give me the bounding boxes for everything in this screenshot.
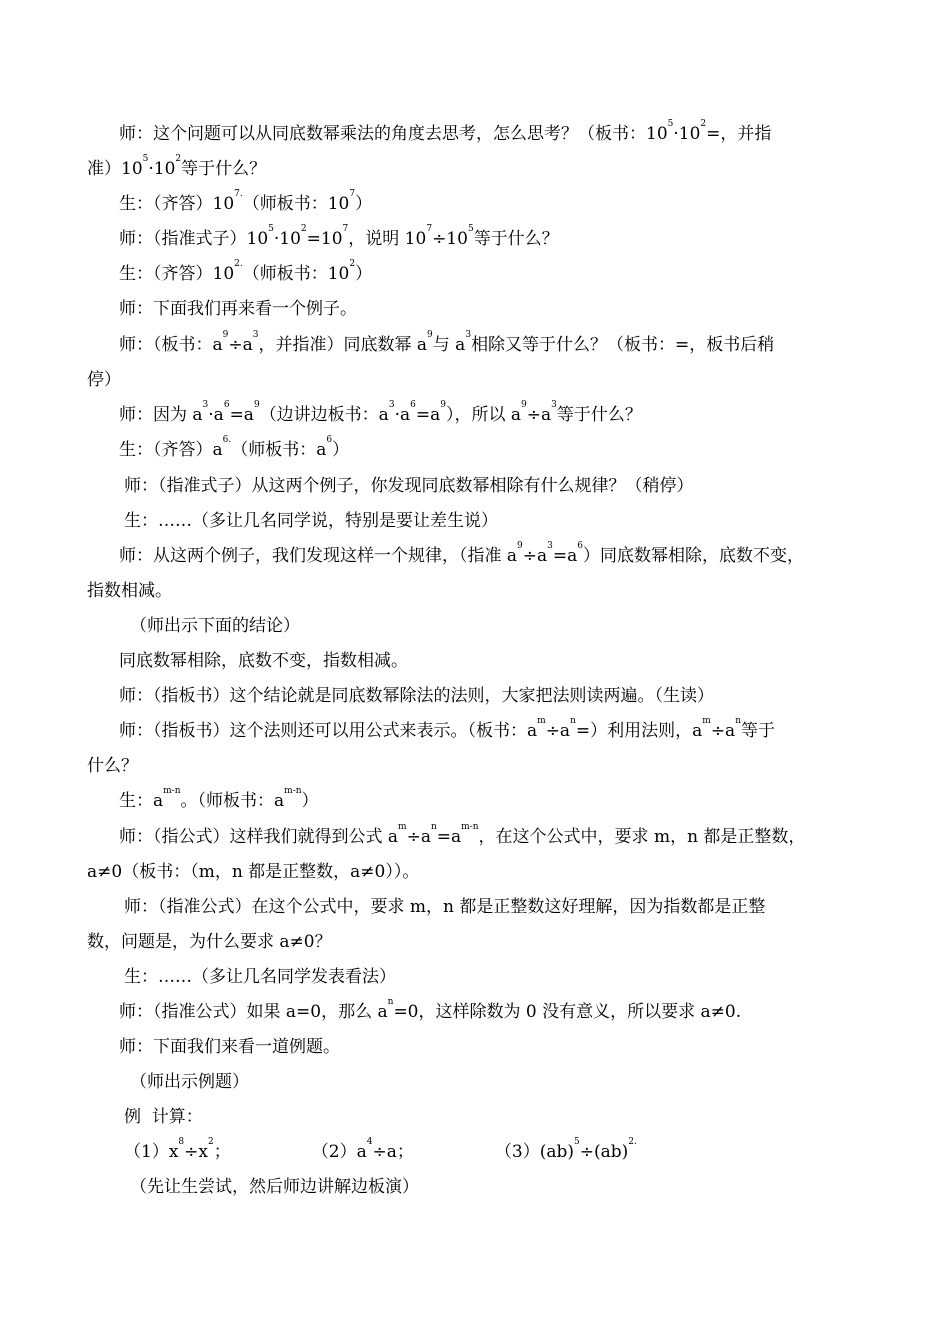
text-run: =a: [436, 827, 462, 847]
superscript: 2: [349, 259, 356, 269]
superscript: 6: [326, 435, 333, 445]
text-run: 师：从这两个例子，我们发现这样一个规律，（指准 a: [119, 546, 518, 566]
text-run: ÷a； （3）(ab): [372, 1142, 575, 1162]
text-run: ）: [355, 194, 373, 214]
text-run: 师：（指准式子）10: [119, 229, 269, 249]
text-run: 准）10: [87, 159, 143, 179]
line-6: [119, 298, 357, 320]
text-run: 相除又等于什么？（板书：=，板书后稍: [471, 335, 775, 355]
text-run: 师：（板书：a: [119, 335, 223, 355]
text-run: 师：（指板书）这个结论就是同底数幂除法的法则，大家把法则读两遍。（生读）: [119, 686, 714, 706]
text-run: 指数相减。: [87, 581, 172, 601]
superscript: n: [387, 997, 394, 1007]
line-17: [119, 685, 714, 707]
text-run: ÷(ab): [579, 1142, 629, 1162]
text-run: a≠0（板书：（m，n 都是正整数，a≠0））。: [87, 862, 420, 882]
text-run: =0，这样除数为 0 没有意义，所以要求 a≠0.: [393, 1002, 742, 1022]
text-run: 师：（指准公式）在这个公式中，要求 m，n 都是正整数这好理解，因为指数都是正整: [124, 897, 766, 917]
line-23: [124, 896, 765, 918]
line-28: [130, 1071, 249, 1093]
text-run: =，并指: [706, 124, 772, 144]
text-run: ÷x: [184, 1142, 208, 1162]
text-run: ·a: [208, 405, 224, 425]
superscript: m-n: [461, 822, 479, 832]
text-run: （1）x: [124, 1142, 179, 1162]
superscript: 5: [574, 1137, 580, 1147]
text-run: 什么？: [87, 756, 138, 776]
superscript: 3: [202, 400, 209, 410]
text-run: （师板书：10: [242, 264, 350, 284]
text-run: 师：下面我们来看一道例题。: [119, 1037, 340, 1057]
text-run: ÷a: [406, 827, 431, 847]
superscript: 9: [440, 400, 446, 410]
superscript: 2: [700, 119, 707, 129]
text-run: ÷a: [545, 721, 571, 741]
text-run: 停）: [87, 370, 121, 390]
superscript: m: [702, 716, 711, 726]
text-run: 生：……（多让几名同学说，特别是要让差生说）: [124, 511, 498, 531]
text-run: =a: [415, 405, 441, 425]
line-2: [87, 154, 267, 180]
superscript: 6: [223, 400, 230, 410]
text-run: 师：（指准式子）从这两个例子，你发现同底数幂相除有什么规律？（稍停）: [124, 476, 694, 496]
text-run: ，并指准）同底数幂 a: [258, 335, 428, 355]
superscript: 4: [366, 1137, 373, 1147]
superscript: 9: [222, 330, 229, 340]
text-run: ·a: [394, 405, 411, 425]
text-run: 师：下面我们再来看一个例子。: [119, 299, 357, 319]
line-18: [119, 716, 775, 742]
text-run: ）: [332, 440, 350, 460]
text-run: 生：a: [119, 791, 164, 811]
text-run: 师：这个问题可以从同底数幂乘法的角度去思考，怎么思考？（板书：10: [119, 124, 668, 144]
text-run: 生：（齐答）10: [119, 264, 235, 284]
text-run: 。（师板书：a: [180, 791, 285, 811]
line-15: [130, 615, 300, 637]
superscript: 5: [667, 119, 674, 129]
text-run: ÷a: [710, 721, 736, 741]
line-16: [119, 650, 408, 672]
superscript: 9: [517, 541, 523, 551]
line-25: [124, 966, 396, 988]
superscript: 8: [178, 1137, 185, 1147]
superscript: n: [570, 716, 576, 726]
text-run: （师出示下面的结论）: [130, 616, 300, 636]
text-run: （先让生尝试，然后师边讲解边板演）: [130, 1177, 419, 1197]
text-run: （边讲边板书：a: [259, 405, 389, 425]
text-run: 师：因为 a: [119, 405, 203, 425]
line-31: [130, 1176, 419, 1198]
text-run: ÷a: [526, 405, 552, 425]
text-run: 生：（齐答）a: [119, 440, 223, 460]
line-11: [124, 475, 694, 497]
superscript: m-n: [163, 786, 181, 796]
superscript: 7: [342, 224, 349, 234]
text-run: =a: [229, 405, 254, 425]
text-run: ； （2）a: [213, 1142, 367, 1162]
superscript: 5: [268, 224, 274, 234]
superscript: 3: [252, 330, 259, 340]
text-run: 例 计算：: [124, 1107, 203, 1127]
line-26: [119, 997, 742, 1023]
superscript: 5: [142, 154, 149, 164]
superscript: 2.: [234, 259, 243, 269]
text-run: 等于什么？: [473, 229, 559, 249]
text-run: ）: [301, 791, 319, 811]
line-29: [124, 1106, 203, 1128]
superscript: 2: [207, 1137, 214, 1147]
superscript: m: [398, 822, 407, 832]
text-run: 同底数幂相除，底数不变，指数相减。: [119, 651, 408, 671]
superscript: 2: [175, 154, 182, 164]
line-12: [124, 510, 498, 532]
superscript: 6.: [222, 435, 232, 445]
text-run: ÷10: [432, 229, 468, 249]
text-run: ÷a: [228, 335, 253, 355]
text-run: （师板书：10: [242, 194, 350, 214]
line-10: [119, 435, 350, 461]
text-run: （师板书：a: [231, 440, 327, 460]
superscript: n: [735, 716, 741, 726]
line-22: [87, 861, 419, 883]
superscript: 7: [426, 224, 433, 234]
line-9: [119, 400, 642, 426]
text-run: 生：……（多让几名同学发表看法）: [124, 967, 396, 987]
superscript: 7: [349, 189, 356, 199]
text-run: ，说明 10: [348, 229, 427, 249]
line-14: [87, 580, 172, 602]
text-run: 等于什么？: [556, 405, 642, 425]
line-27: [119, 1036, 340, 1058]
text-run: 生：（齐答）10: [119, 194, 235, 214]
superscript: m: [537, 716, 546, 726]
text-run: 师：（指准公式）如果 a=0，那么 a: [119, 1002, 388, 1022]
line-5: [119, 259, 373, 285]
line-4: [119, 224, 559, 250]
superscript: 3: [547, 541, 553, 551]
line-3: [119, 189, 373, 215]
text-run: ）: [355, 264, 373, 284]
superscript: 5: [467, 224, 474, 234]
superscript: 9: [253, 400, 260, 410]
line-7: [119, 330, 775, 356]
text-run: ÷a: [522, 546, 548, 566]
superscript: 9: [521, 400, 527, 410]
line-1: [119, 119, 772, 145]
superscript: 3: [388, 400, 395, 410]
text-run: ·10: [673, 124, 701, 144]
text-run: 数，问题是，为什么要求 a≠0？: [87, 932, 332, 952]
text-run: 师：（指公式）这样我们就得到公式 a: [119, 827, 399, 847]
text-run: 师：（指板书）这个法则还可以用公式来表示。（板书：a: [119, 721, 538, 741]
text-run: ，在这个公式中，要求 m，n 都是正整数，: [478, 827, 806, 847]
text-run: =10: [306, 229, 343, 249]
superscript: 2.: [628, 1137, 637, 1147]
text-run: （师出示例题）: [130, 1072, 249, 1092]
line-24: [87, 931, 332, 953]
superscript: 6: [577, 541, 584, 551]
line-20: [119, 786, 319, 812]
text-run: 等于: [741, 721, 775, 741]
superscript: m-n: [284, 786, 302, 796]
text-run: ·10: [148, 159, 176, 179]
text-run: 与 a: [432, 335, 466, 355]
line-13: [119, 541, 805, 567]
superscript: n: [430, 822, 437, 832]
text-run: 等于什么？: [181, 159, 267, 179]
line-19: [87, 755, 138, 777]
superscript: 2: [300, 224, 307, 234]
superscript: 3: [465, 330, 472, 340]
line-30: [124, 1137, 637, 1163]
text-run: =a: [552, 546, 578, 566]
text-run: ），所以 a: [445, 405, 522, 425]
text-run: ·10: [273, 229, 301, 249]
line-8: [87, 369, 121, 391]
superscript: 6: [410, 400, 416, 410]
text-run: ）同底数幂相除，底数不变，: [583, 546, 805, 566]
superscript: 9: [427, 330, 433, 340]
superscript: 3: [551, 400, 557, 410]
line-21: [119, 822, 806, 848]
superscript: 7.: [234, 189, 243, 199]
text-run: =）利用法则，a: [575, 721, 703, 741]
